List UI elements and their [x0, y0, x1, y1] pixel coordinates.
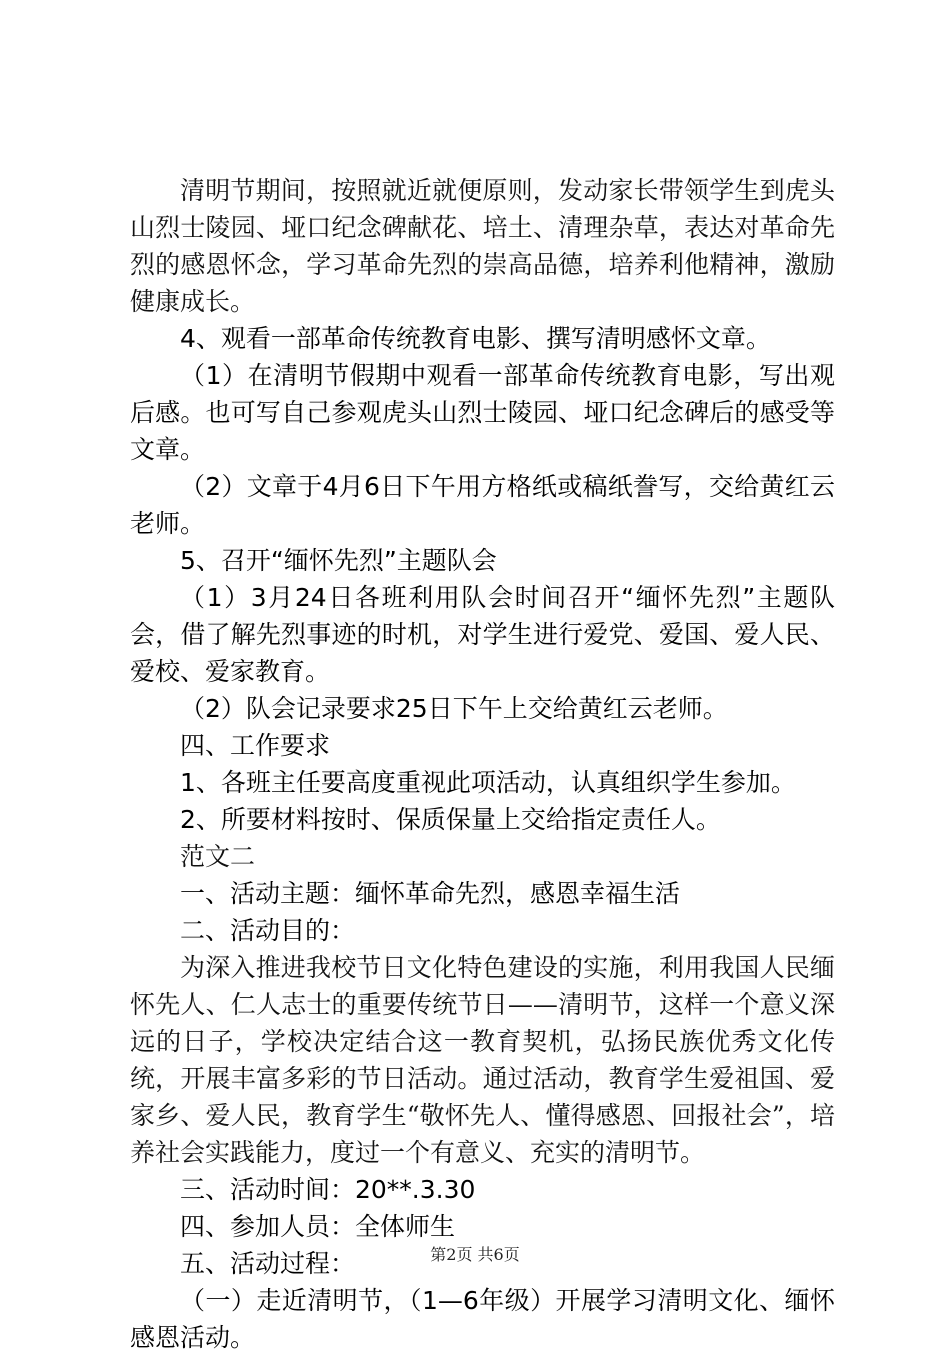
page-number-footer: 第2页 共6页 — [430, 1245, 520, 1264]
paragraph-item-4: 4、观看一部革命传统教育电影、撰写清明感怀文章。 — [180, 324, 771, 353]
paragraph-item-5-1: （1）3月24日各班利用队会时间召开“缅怀先烈”主题队会，借了解先烈事迹的时机，对学生进行爱党、爱国、爱人民、爱校、爱家教育。 — [130, 583, 835, 686]
paragraph-requirement-1: 1、各班主任要高度重视此项活动，认真组织学生参加。 — [180, 768, 796, 797]
paragraph-requirement-2: 2、所要材料按时、保质保量上交给指定责任人。 — [180, 805, 721, 834]
paragraph-activity-purpose: 为深入推进我校节日文化特色建设的实施，利用我国人民缅怀先人、仁人志士的重要传统节日——清明节，这样一个意义深远的日子，学校决定结合这一教育契机，弘扬民族优秀文化传统，开展丰富多彩的节日活动。通过活动，教育学生爱祖国、爱家乡、爱人民，教育学生“敬怀先人、懂得感恩、回报社会”，培养社会实践能力，度过一个有意义、充实的清明节。 — [130, 953, 835, 1167]
heading-activity-theme: 一、活动主题：缅怀革命先烈，感恩幸福生活 — [180, 879, 681, 908]
paragraph-item-4-1: （1）在清明节假期中观看一部革命传统教育电影，写出观后感。也可写自己参观虎头山烈士陵园、垭口纪念碑后的感受等文章。 — [130, 361, 835, 464]
heading-sample-two: 范文二 — [180, 842, 256, 871]
paragraph-activity-intro: 清明节期间，按照就近就便原则，发动家长带领学生到虎头山烈士陵园、垭口纪念碑献花、培土、清理杂草，表达对革命先烈的感恩怀念，学习革命先烈的崇高品德，培养利他精神，激励健康成长。 — [130, 176, 835, 316]
paragraph-item-5: 5、召开“缅怀先烈”主题队会 — [180, 546, 497, 575]
paragraph-process-step-1: （一）走近清明节，（1—6年级）开展学习清明文化、缅怀感恩活动。 — [130, 1286, 835, 1352]
heading-work-requirements: 四、工作要求 — [180, 731, 331, 760]
paragraph-item-4-2: （2）文章于4月6日下午用方格纸或稿纸誊写，交给黄红云老师。 — [130, 472, 835, 538]
heading-activity-purpose: 二、活动目的： — [180, 916, 356, 945]
document-body — [130, 172, 835, 1356]
heading-activity-process: 五、活动过程： — [180, 1249, 356, 1278]
heading-participants: 四、参加人员：全体师生 — [180, 1212, 456, 1241]
heading-activity-time: 三、活动时间：20**.3.30 — [180, 1175, 476, 1204]
paragraph-item-5-2: （2）队会记录要求25日下午上交给黄红云老师。 — [180, 694, 728, 723]
